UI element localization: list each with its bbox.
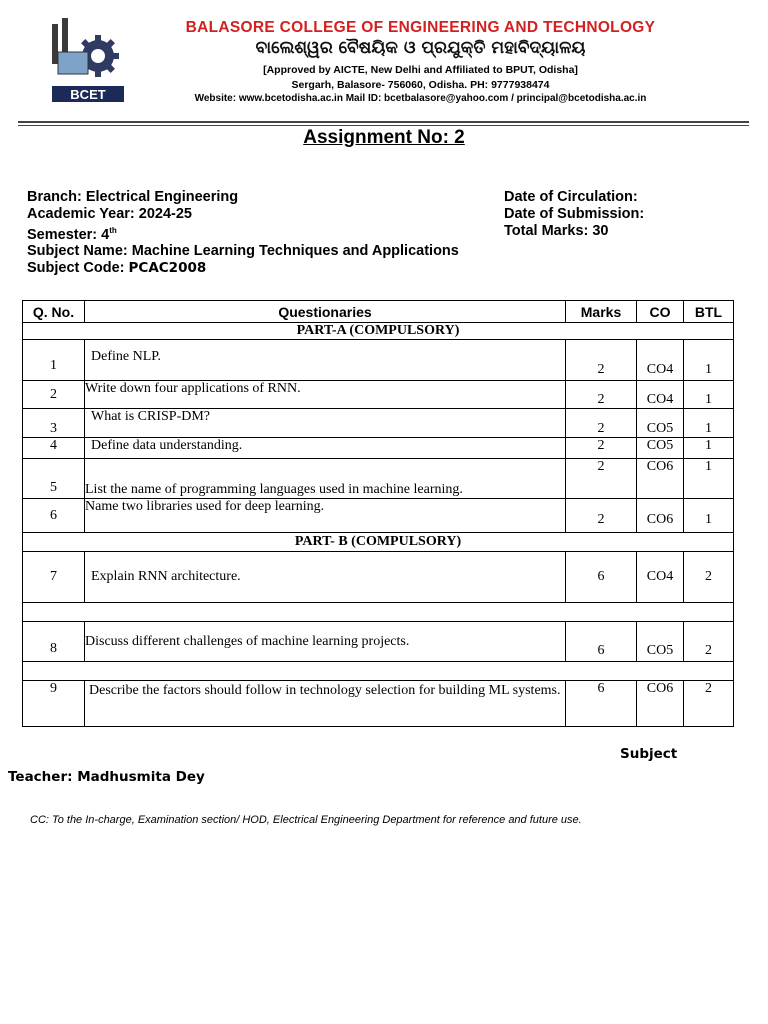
spacer-cell — [23, 662, 734, 681]
logo-text: BCET — [70, 87, 106, 102]
spacer-row — [23, 603, 734, 622]
approval-line: [Approved by AICTE, New Delhi and Affiliated to BPUT, Odisha] — [263, 64, 578, 76]
row-btl: 1 — [684, 340, 734, 381]
row-btl: 1 — [684, 459, 734, 499]
row-question: Define data understanding. — [85, 438, 566, 459]
row-qno: 9 — [23, 681, 85, 727]
row-question: Write down four applications of RNN. — [85, 381, 566, 409]
table-row — [23, 459, 734, 499]
part-b-row — [23, 533, 734, 552]
assignment-title: Assignment No: 2 — [303, 127, 465, 148]
table-row — [23, 381, 734, 409]
row-question: Discuss different challenges of machine learning projects. — [85, 622, 566, 662]
table-row — [23, 340, 734, 381]
row-marks: 6 — [566, 552, 637, 603]
row-co: CO6 — [637, 459, 684, 499]
header-btl: BTL — [684, 301, 734, 323]
row-co: CO4 — [637, 552, 684, 603]
row-co: CO4 — [637, 381, 684, 409]
branch: Branch: Electrical Engineering — [27, 189, 239, 205]
row-qno: 4 — [23, 438, 85, 459]
header-divider-thin — [18, 125, 749, 126]
row-marks: 6 — [566, 681, 637, 727]
date-of-submission: Date of Submission: — [504, 205, 645, 222]
part-a-label: PART-A (COMPULSORY) — [23, 323, 734, 340]
row-qno: 5 — [23, 459, 85, 499]
header-co: CO — [637, 301, 684, 323]
row-qno: 1 — [23, 340, 85, 381]
row-question: What is CRISP-DM? — [85, 409, 566, 438]
questions-table — [22, 300, 734, 727]
row-btl: 2 — [684, 681, 734, 727]
row-question: Explain RNN architecture. — [85, 552, 566, 603]
part-a-row — [23, 323, 734, 340]
row-qno: 7 — [23, 552, 85, 603]
spacer-cell — [23, 603, 734, 622]
row-question: Name two libraries used for deep learning. — [85, 499, 566, 533]
row-btl: 2 — [684, 622, 734, 662]
table-row — [23, 409, 734, 438]
row-qno: 8 — [23, 622, 85, 662]
subject-label: Subject — [620, 746, 678, 762]
contact-line: Website: www.bcetodisha.ac.in Mail ID: bcetbalasore@yahoo.com / principal@bcetodisha.ac.in — [194, 93, 647, 104]
cc-note: CC: To the In-charge, Examination section/ HOD, Electrical Engineering Department for reference and future use. — [30, 814, 582, 826]
row-marks: 6 — [566, 622, 637, 662]
table-row — [23, 622, 734, 662]
row-btl: 1 — [684, 438, 734, 459]
header-questionaries: Questionaries — [85, 301, 566, 323]
row-co: CO5 — [637, 622, 684, 662]
row-co: CO5 — [637, 438, 684, 459]
academic-year: Academic Year: 2024-25 — [27, 205, 192, 222]
spacer-row — [23, 662, 734, 681]
header-divider — [18, 121, 749, 123]
row-question: Define NLP. — [85, 340, 566, 381]
subject-name: Subject Name: Machine Learning Techniques and Applications — [27, 243, 459, 260]
row-co: CO5 — [637, 409, 684, 438]
part-b-label: PART- B (COMPULSORY) — [23, 533, 734, 552]
total-marks: Total Marks: 30 — [504, 222, 609, 239]
row-qno: 6 — [23, 499, 85, 533]
row-btl: 1 — [684, 499, 734, 533]
table-row — [23, 438, 734, 459]
table-row — [23, 681, 734, 727]
row-question: List the name of programming languages used in machine learning. — [85, 459, 566, 499]
subject-code: Subject Code: PCAC2008 — [27, 260, 207, 277]
teacher-name: Teacher: Madhusmita Dey — [8, 769, 205, 785]
row-btl: 1 — [684, 381, 734, 409]
info-right — [504, 189, 644, 239]
row-marks: 2 — [566, 499, 637, 533]
college-name-odia: ବାଲେଶ୍ୱର ବୈଷୟିକ ଓ ପ୍ରଯୁକ୍ତି ମହାବିଦ୍ୟାଳୟ — [255, 38, 586, 58]
row-marks: 2 — [566, 409, 637, 438]
semester: Semester: 4th — [27, 225, 117, 243]
row-co: CO4 — [637, 340, 684, 381]
row-marks: 2 — [566, 340, 637, 381]
table-row — [23, 499, 734, 533]
date-of-circulation: Date of Circulation: — [504, 189, 638, 205]
row-marks: 2 — [566, 381, 637, 409]
header-qno: Q. No. — [23, 301, 85, 323]
table-row — [23, 552, 734, 603]
header-marks: Marks — [566, 301, 637, 323]
row-qno: 3 — [23, 409, 85, 438]
row-co: CO6 — [637, 499, 684, 533]
college-name: BALASORE COLLEGE OF ENGINEERING AND TECHNOLOGY — [185, 19, 656, 36]
info-left — [27, 189, 459, 277]
row-btl: 1 — [684, 409, 734, 438]
row-marks: 2 — [566, 438, 637, 459]
row-marks: 2 — [566, 459, 637, 499]
table-header-row — [23, 301, 734, 323]
row-btl: 2 — [684, 552, 734, 603]
address-line: Sergarh, Balasore- 756060, Odisha. PH: 9777938474 — [291, 79, 550, 91]
row-qno: 2 — [23, 381, 85, 409]
row-co: CO6 — [637, 681, 684, 727]
row-question: Describe the factors should follow in technology selection for building ML systems. — [85, 681, 566, 727]
college-logo — [52, 18, 124, 102]
